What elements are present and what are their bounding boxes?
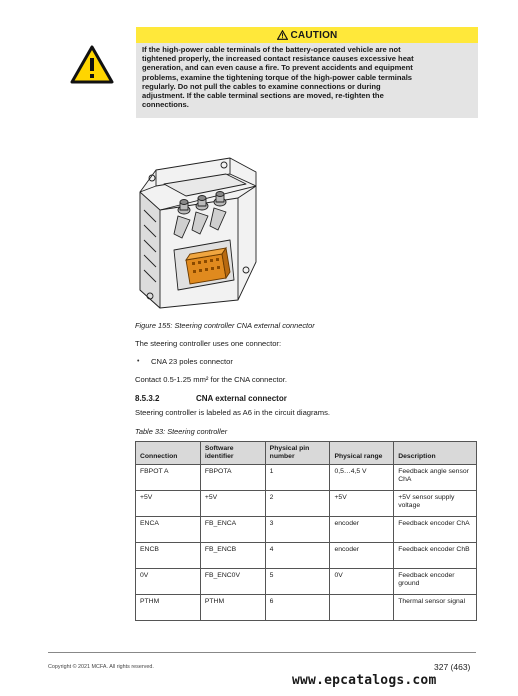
small-warning-icon xyxy=(277,30,288,40)
cell-pin: 3 xyxy=(265,517,330,543)
table-caption: Table 33: Steering controller xyxy=(135,427,228,436)
caution-text xyxy=(136,43,478,118)
cell-software-id: +5V xyxy=(200,491,265,517)
table-row xyxy=(136,465,477,491)
caution-line: regularly. Do not pull the cables to examine connections or during xyxy=(142,81,381,91)
contact-text: Contact 0.5-1.25 mm² for the CNA connector. xyxy=(135,375,287,384)
cell-range: 0V xyxy=(330,569,394,595)
table-row xyxy=(136,491,477,517)
intro-text: The steering controller uses one connector: xyxy=(135,339,282,348)
cell-pin: 5 xyxy=(265,569,330,595)
cell-range xyxy=(330,595,394,621)
caution-block xyxy=(64,27,478,118)
bullet-icon: • xyxy=(137,358,140,365)
figure-caption: Figure 155: Steering controller CNA external connector xyxy=(135,321,315,330)
table-header-row xyxy=(136,442,477,465)
header-connection: Connection xyxy=(136,442,201,465)
page-number: 327 (463) xyxy=(434,662,471,672)
steering-controller-figure xyxy=(134,150,284,310)
warning-triangle-icon xyxy=(70,45,114,85)
cell-pin: 6 xyxy=(265,595,330,621)
cell-software-id: FB_ENC0V xyxy=(200,569,265,595)
caution-line: generation, and can even cause a fire. To prevent accidents and equipment xyxy=(142,63,413,73)
cell-connection: ENCA xyxy=(136,517,201,543)
caution-line: tightened properly, the increased contact resistance causes excessive heat xyxy=(142,54,414,64)
cell-range: encoder xyxy=(330,543,394,569)
header-software-identifier: Software identifier xyxy=(200,442,265,465)
cell-software-id: FB_ENCA xyxy=(200,517,265,543)
section-number: 8.5.3.2 xyxy=(135,394,160,403)
cell-connection: 0V xyxy=(136,569,201,595)
cell-description: Feedback encoder ChA xyxy=(394,517,477,543)
cell-pin: 2 xyxy=(265,491,330,517)
section-title: CNA external connector xyxy=(196,394,287,403)
watermark: www.epcatalogs.com xyxy=(292,673,437,688)
cell-connection: FBPOT A xyxy=(136,465,201,491)
cell-pin: 4 xyxy=(265,543,330,569)
cell-software-id: PTHM xyxy=(200,595,265,621)
caution-line: connections. xyxy=(142,100,189,110)
cell-software-id: FB_ENCB xyxy=(200,543,265,569)
cell-connection: +5V xyxy=(136,491,201,517)
header-physical-range: Physical range xyxy=(330,442,394,465)
cell-connection: ENCB xyxy=(136,543,201,569)
cell-range: encoder xyxy=(330,517,394,543)
caution-line: adjustment. If the cable terminal sections are moved, re-tighten the xyxy=(142,91,384,101)
cell-range: 0,5…4,5 V xyxy=(330,465,394,491)
cell-connection: PTHM xyxy=(136,595,201,621)
cell-description: Feedback encoder ground xyxy=(394,569,477,595)
cell-description: Feedback encoder ChB xyxy=(394,543,477,569)
caution-line: If the high-power cable terminals of the battery-operated vehicle are not xyxy=(142,45,401,54)
cell-description: Feedback angle sensor ChA xyxy=(394,465,477,491)
caution-line: problems, examine the tightening torque of the high-power cable terminals xyxy=(142,72,413,82)
copyright-text: Copyright © 2021 MCFA. All rights reserved. xyxy=(48,664,154,670)
bullet-item: CNA 23 poles connector xyxy=(151,357,233,366)
table-row xyxy=(136,595,477,621)
caution-box xyxy=(136,27,478,118)
cna-connector xyxy=(186,248,230,284)
table-row xyxy=(136,543,477,569)
cell-description: +5V sensor supply voltage xyxy=(394,491,477,517)
section-text: Steering controller is labeled as A6 in the circuit diagrams. xyxy=(135,408,331,417)
cell-pin: 1 xyxy=(265,465,330,491)
cell-description: Thermal sensor signal xyxy=(394,595,477,621)
table-row xyxy=(136,569,477,595)
table-row xyxy=(136,517,477,543)
cell-software-id: FBPOTA xyxy=(200,465,265,491)
caution-title: CAUTION xyxy=(290,29,338,41)
header-description: Description xyxy=(394,442,477,465)
caution-header xyxy=(136,27,478,43)
steering-controller-table xyxy=(135,441,477,621)
header-physical-pin: Physical pin number xyxy=(265,442,330,465)
cell-range: +5V xyxy=(330,491,394,517)
footer-divider xyxy=(48,652,476,653)
